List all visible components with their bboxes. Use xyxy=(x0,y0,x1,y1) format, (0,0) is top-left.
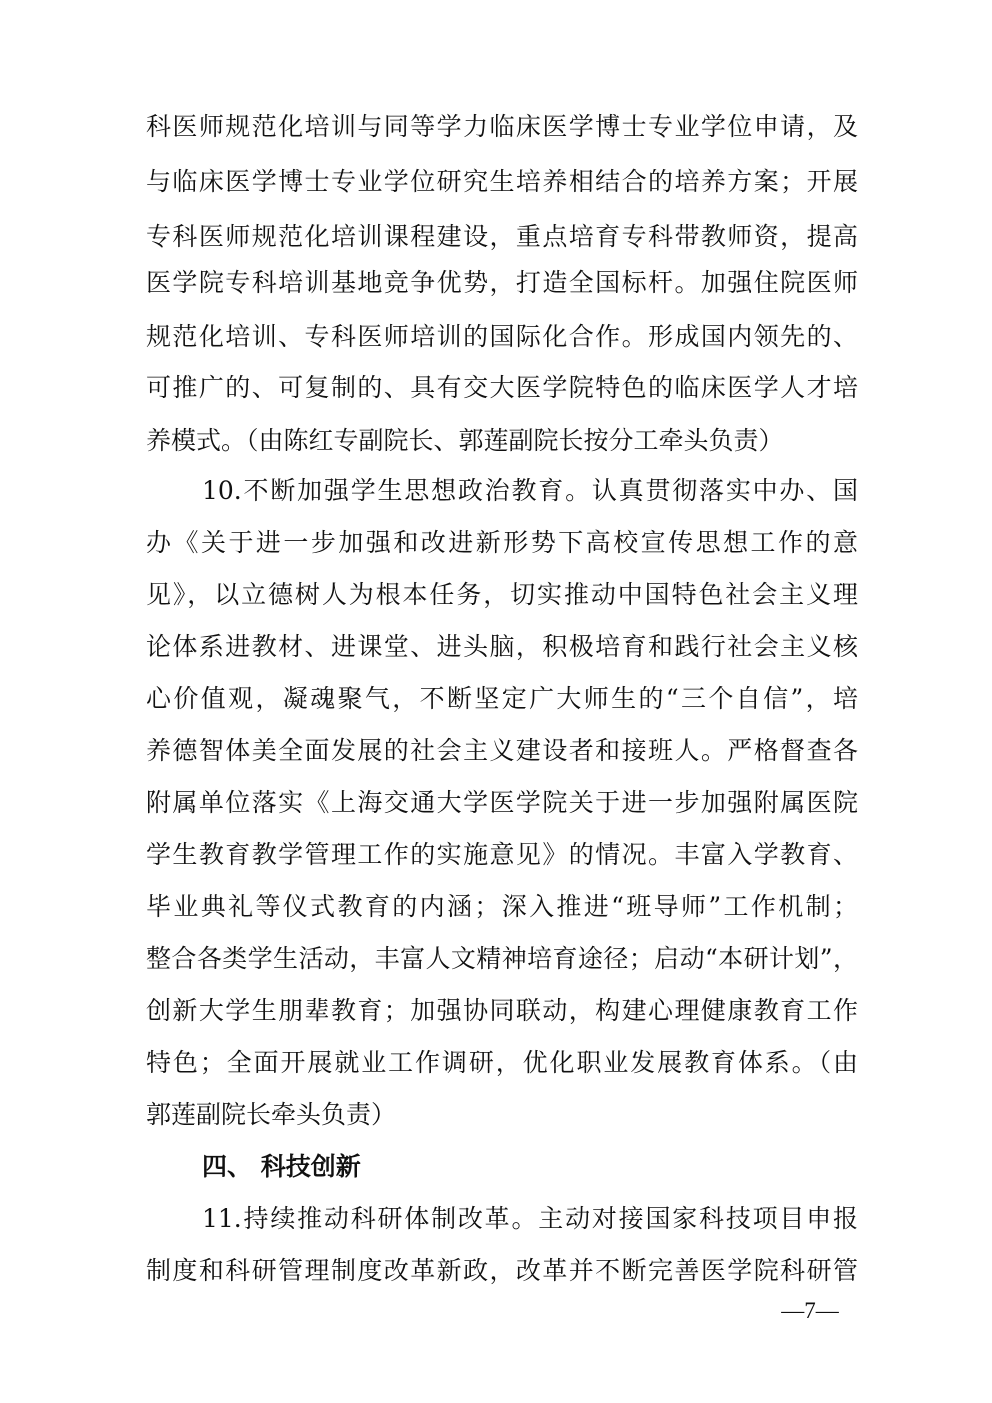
body-text-line: 与临床医学博士专业学位研究生培养相结合的培养方案；开展 xyxy=(146,167,858,196)
body-text-line: 毕业典礼等仪式教育的内涵；深入推进“班导师”工作机制； xyxy=(146,892,858,921)
body-text-line: 养模式。（由陈红专副院长、郭莲副院长按分工牵头负责） xyxy=(146,426,784,455)
body-text-line: 制度和科研管理制度改革新政，改革并不断完善医学院科研管 xyxy=(146,1256,858,1285)
body-text-line: 可推广的、可复制的、具有交大医学院特色的临床医学人才培 xyxy=(146,373,858,402)
body-text-line: 科医师规范化培训与同等学力临床医学博士专业学位申请，及 xyxy=(146,112,858,141)
body-text-line: 论体系进教材、进课堂、进头脑，积极培育和践行社会主义核 xyxy=(146,632,858,661)
body-text-line: 办《关于进一步加强和改进新形势下高校宣传思想工作的意 xyxy=(146,528,858,557)
section-heading: 四、 科技创新 xyxy=(202,1152,361,1181)
body-text-line: 整合各类学生活动，丰富人文精神培育途径；启动“本研计划”， xyxy=(146,944,858,973)
paragraph-first-line: 10.不断加强学生思想政治教育。认真贯彻落实中办、国 xyxy=(202,476,858,505)
body-text-line: 学生教育教学管理工作的实施意见》的情况。丰富入学教育、 xyxy=(146,840,858,869)
body-text-line: 心价值观，凝魂聚气，不断坚定广大师生的“三个自信”，培 xyxy=(146,684,858,713)
body-text-line: 见》，以立德树人为根本任务，切实推动中国特色社会主义理 xyxy=(146,580,858,609)
body-text-line: 养德智体美全面发展的社会主义建设者和接班人。严格督查各 xyxy=(146,736,858,765)
body-text-line: 创新大学生朋辈教育；加强协同联动，构建心理健康教育工作 xyxy=(146,996,858,1025)
body-text-line: 规范化培训、专科医师培训的国际化合作。形成国内领先的、 xyxy=(146,322,858,351)
paragraph-first-line: 11.持续推动科研体制改革。主动对接国家科技项目申报 xyxy=(202,1204,858,1233)
body-text-line: 特色；全面开展就业工作调研，优化职业发展教育体系。（由 xyxy=(146,1048,858,1077)
page-number: —7— xyxy=(781,1298,839,1323)
body-text-line: 医学院专科培训基地竞争优势，打造全国标杆。加强住院医师 xyxy=(146,268,858,297)
body-text-line: 专科医师规范化培训课程建设，重点培育专科带教师资，提高 xyxy=(146,222,858,251)
body-text-line: 郭莲副院长牵头负责） xyxy=(146,1100,397,1129)
body-text-line: 附属单位落实《上海交通大学医学院关于进一步加强附属医院 xyxy=(146,788,858,817)
